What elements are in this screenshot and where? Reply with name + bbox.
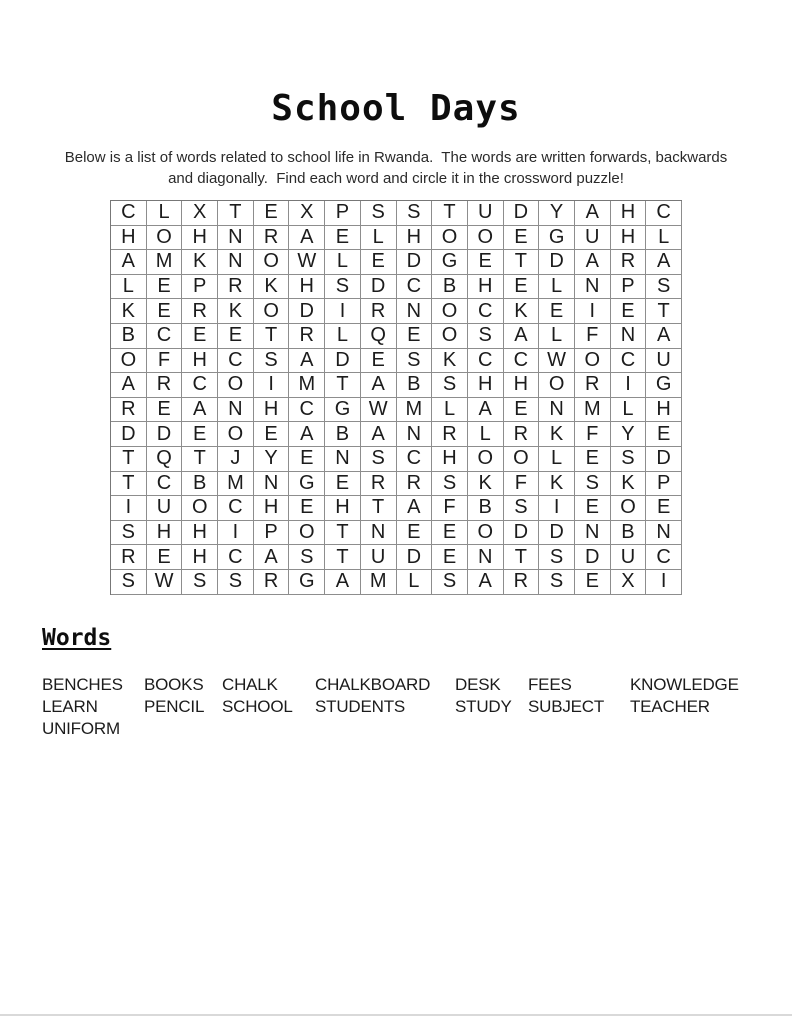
word-list-column [42,674,144,740]
grid-cell: K [432,349,468,374]
grid-cell: S [397,349,433,374]
grid-cell: E [539,299,575,324]
grid-cell: T [646,299,682,324]
grid-cell: T [218,201,254,226]
word-item: DESK [455,675,501,694]
grid-cell: K [539,422,575,447]
word-list-column [144,674,222,740]
grid-cell: E [432,521,468,546]
grid-cell: P [646,472,682,497]
grid-cell: A [289,349,325,374]
grid-cell: L [539,324,575,349]
grid-cell: R [432,422,468,447]
grid-cell: T [182,447,218,472]
grid-cell: B [182,472,218,497]
word-list [42,674,739,740]
grid-cell: E [218,324,254,349]
grid-cell: A [397,496,433,521]
grid-cell: N [468,545,504,570]
grid-cell: S [646,275,682,300]
grid-cell: W [539,349,575,374]
grid-cell: H [182,226,218,251]
grid-cell: S [111,521,147,546]
grid-cell: S [468,324,504,349]
grid-cell: U [361,545,397,570]
grid-cell: L [361,226,397,251]
grid-cell: O [182,496,218,521]
grid-cell: A [361,373,397,398]
grid-cell: E [147,545,183,570]
word-item: FEES [528,675,572,694]
grid-cell: E [182,324,218,349]
grid-cell: S [575,472,611,497]
word-item: STUDENTS [315,697,406,716]
grid-cell: C [218,349,254,374]
grid-cell: R [182,299,218,324]
grid-cell: O [218,373,254,398]
grid-cell: C [504,349,540,374]
word-item: SCHOOL [222,697,293,716]
grid-cell: C [111,201,147,226]
grid-cell: F [575,422,611,447]
grid-cell: I [218,521,254,546]
grid-cell: S [361,201,397,226]
grid-cell: C [289,398,325,423]
word-item: PENCIL [144,697,205,716]
grid-cell: U [147,496,183,521]
grid-cell: C [468,299,504,324]
word-item: CHALK [222,675,278,694]
grid-cell: T [325,545,361,570]
grid-cell: E [289,447,325,472]
grid-cell: G [646,373,682,398]
grid-cell: L [611,398,647,423]
grid-cell: E [325,472,361,497]
instructions [0,147,792,189]
grid-cell: H [611,201,647,226]
grid-cell: H [468,373,504,398]
grid-cell: E [646,422,682,447]
word-item: BENCHES [42,675,123,694]
grid-cell: M [289,373,325,398]
grid-cell: D [325,349,361,374]
grid-cell: N [325,447,361,472]
word-list-column [315,674,455,740]
grid-cell: B [611,521,647,546]
grid-cell: A [111,373,147,398]
grid-cell: G [539,226,575,251]
grid-cell: O [432,226,468,251]
grid-cell: A [182,398,218,423]
grid-cell: R [289,324,325,349]
grid-cell: H [432,447,468,472]
grid-cell: C [468,349,504,374]
grid-cell: E [147,275,183,300]
word-item: CHALKBOARD [315,675,431,694]
grid-cell: S [539,570,575,595]
grid-cell: F [432,496,468,521]
grid-cell: O [468,226,504,251]
grid-cell: E [646,496,682,521]
grid-cell: D [504,201,540,226]
grid-cell: H [611,226,647,251]
grid-cell: D [539,250,575,275]
grid-cell: G [289,570,325,595]
grid-cell: O [432,299,468,324]
grid-cell: W [289,250,325,275]
grid-cell: S [254,349,290,374]
grid-cell: P [611,275,647,300]
grid-cell: P [254,521,290,546]
grid-cell: U [611,545,647,570]
grid-cell: F [504,472,540,497]
grid-cell: G [325,398,361,423]
grid-cell: B [468,496,504,521]
grid-cell: E [504,226,540,251]
grid-cell: N [575,275,611,300]
grid-cell: L [539,275,575,300]
grid-cell: R [218,275,254,300]
grid-cell: K [611,472,647,497]
grid-cell: N [218,250,254,275]
grid-cell: D [575,545,611,570]
grid-cell: L [325,250,361,275]
grid-cell: O [575,349,611,374]
grid-cell: H [468,275,504,300]
grid-cell: D [646,447,682,472]
grid-cell: C [646,201,682,226]
grid-cell: H [182,349,218,374]
grid-cell: T [111,472,147,497]
word-list-column [222,674,315,740]
grid-cell: D [111,422,147,447]
grid-cell: H [182,521,218,546]
grid-cell: F [575,324,611,349]
grid-cell: S [182,570,218,595]
grid-cell: O [111,349,147,374]
grid-cell: E [325,226,361,251]
grid-cell: M [218,472,254,497]
grid-cell: N [254,472,290,497]
grid-cell: H [254,398,290,423]
grid-cell: E [147,299,183,324]
grid-cell: C [646,545,682,570]
grid-cell: C [397,447,433,472]
grid-cell: T [325,521,361,546]
grid-cell: G [432,250,468,275]
grid-cell: R [361,472,397,497]
grid-cell: E [254,201,290,226]
grid-cell: H [504,373,540,398]
grid-cell: S [539,545,575,570]
grid-cell: O [147,226,183,251]
grid-cell: A [468,398,504,423]
grid-cell: R [504,422,540,447]
grid-cell: H [397,226,433,251]
grid-cell: G [289,472,325,497]
grid-cell: S [325,275,361,300]
grid-cell: K [182,250,218,275]
grid-cell: S [504,496,540,521]
grid-cell: I [575,299,611,324]
grid-cell: D [504,521,540,546]
grid-cell: R [575,373,611,398]
grid-cell: T [325,373,361,398]
grid-cell: E [182,422,218,447]
grid-cell: R [147,373,183,398]
grid-cell: J [218,447,254,472]
grid-cell: I [325,299,361,324]
grid-cell: U [468,201,504,226]
grid-cell: K [111,299,147,324]
grid-cell: W [361,398,397,423]
grid-cell: S [361,447,397,472]
grid-cell: L [432,398,468,423]
grid-cell: T [254,324,290,349]
grid-cell: N [611,324,647,349]
grid-cell: A [254,545,290,570]
grid-cell: D [289,299,325,324]
instructions-line-1: Below is a list of words related to school life in Rwanda. The words are written forwards, backwards [64,149,728,166]
page-bottom-edge [0,1014,792,1016]
word-item: UNIFORM [42,719,120,738]
grid-cell: A [325,570,361,595]
grid-cell: I [539,496,575,521]
grid-cell: R [254,570,290,595]
grid-cell: S [432,472,468,497]
grid-cell: R [111,398,147,423]
grid-cell: U [575,226,611,251]
grid-cell: A [111,250,147,275]
grid-cell: Y [539,201,575,226]
grid-cell: N [397,422,433,447]
grid-cell: C [218,545,254,570]
grid-cell: D [539,521,575,546]
word-search-grid [110,200,682,595]
grid-cell: M [361,570,397,595]
grid-cell: L [397,570,433,595]
grid-cell: X [611,570,647,595]
grid-cell: L [646,226,682,251]
grid-cell: D [361,275,397,300]
grid-cell: R [397,472,433,497]
grid-cell: T [361,496,397,521]
grid-cell: E [611,299,647,324]
grid-cell: N [361,521,397,546]
grid-cell: I [646,570,682,595]
grid-cell: O [539,373,575,398]
grid-cell: N [397,299,433,324]
grid-cell: A [646,324,682,349]
grid-cell: R [504,570,540,595]
word-item: STUDY [455,697,512,716]
grid-cell: K [504,299,540,324]
word-item: SUBJECT [528,697,605,716]
grid-cell: Q [147,447,183,472]
grid-cell: O [289,521,325,546]
grid-cell: N [575,521,611,546]
grid-cell: L [111,275,147,300]
grid-cell: X [289,201,325,226]
grid-cell: H [646,398,682,423]
grid-cell: T [504,250,540,275]
grid-cell: A [289,226,325,251]
word-item: BOOKS [144,675,204,694]
grid-cell: R [611,250,647,275]
grid-cell: A [504,324,540,349]
grid-cell: C [611,349,647,374]
grid-cell: E [432,545,468,570]
grid-cell: M [575,398,611,423]
grid-cell: K [539,472,575,497]
grid-cell: R [254,226,290,251]
grid-cell: K [218,299,254,324]
grid-cell: A [575,250,611,275]
grid-cell: E [254,422,290,447]
grid-cell: Y [611,422,647,447]
grid-cell: O [254,250,290,275]
grid-cell: E [575,570,611,595]
grid-cell: A [289,422,325,447]
grid-cell: O [468,521,504,546]
grid-cell: P [182,275,218,300]
word-list-column [455,674,528,740]
grid-cell: H [325,496,361,521]
grid-cell: C [182,373,218,398]
grid-cell: E [397,521,433,546]
grid-cell: R [111,545,147,570]
grid-cell: D [397,250,433,275]
grid-cell: E [361,250,397,275]
grid-cell: S [611,447,647,472]
grid-cell: H [289,275,325,300]
word-item: KNOWLEDGE [630,675,739,694]
grid-cell: E [575,496,611,521]
grid-cell: C [147,472,183,497]
grid-cell: C [397,275,433,300]
grid-cell: E [504,275,540,300]
grid-cell: P [325,201,361,226]
grid-cell: N [539,398,575,423]
grid-cell: M [147,250,183,275]
grid-cell: S [432,373,468,398]
grid-cell: S [397,201,433,226]
grid-cell: I [611,373,647,398]
grid-cell: T [432,201,468,226]
grid-cell: E [504,398,540,423]
grid-cell: E [147,398,183,423]
grid-cell: Q [361,324,397,349]
grid-cell: A [361,422,397,447]
grid-cell: D [147,422,183,447]
grid-cell: H [147,521,183,546]
grid-cell: O [432,324,468,349]
grid-cell: T [504,545,540,570]
grid-cell: I [111,496,147,521]
grid-cell: S [218,570,254,595]
grid-cell: K [254,275,290,300]
word-item: LEARN [42,697,98,716]
grid-cell: L [325,324,361,349]
grid-cell: B [111,324,147,349]
grid-cell: W [147,570,183,595]
grid-cell: L [147,201,183,226]
grid-cell: L [468,422,504,447]
grid-cell: C [147,324,183,349]
grid-cell: S [432,570,468,595]
grid-cell: K [468,472,504,497]
grid-cell: X [182,201,218,226]
grid-cell: N [218,226,254,251]
grid-cell: R [361,299,397,324]
page-title: School Days [271,88,521,129]
grid-cell: F [147,349,183,374]
grid-cell: H [254,496,290,521]
grid-cell: Y [254,447,290,472]
grid-cell: H [182,545,218,570]
instructions-line-2: and diagonally. Find each word and circle it in the crossword puzzle! [168,170,624,187]
grid-cell: S [111,570,147,595]
grid-cell: O [218,422,254,447]
grid-cell: E [289,496,325,521]
grid-cell: B [432,275,468,300]
grid-cell: E [397,324,433,349]
grid-cell: E [361,349,397,374]
grid-cell: T [111,447,147,472]
grid-cell: A [575,201,611,226]
grid-cell: M [397,398,433,423]
grid-cell: B [325,422,361,447]
grid-cell: O [468,447,504,472]
grid-cell: D [397,545,433,570]
grid-cell: N [646,521,682,546]
grid-cell: I [254,373,290,398]
grid-cell: E [575,447,611,472]
grid-cell: O [611,496,647,521]
word-list-column [528,674,630,740]
grid-cell: A [468,570,504,595]
grid-cell: U [646,349,682,374]
grid-cell: B [397,373,433,398]
grid-cell: H [111,226,147,251]
grid-cell: C [218,496,254,521]
grid-cell: L [539,447,575,472]
grid-cell: S [289,545,325,570]
grid-cell: O [504,447,540,472]
word-list-column [630,674,739,740]
grid-cell: E [468,250,504,275]
grid-cell: A [646,250,682,275]
grid-cell: O [254,299,290,324]
grid-cell: N [218,398,254,423]
word-list-heading: Words [42,625,112,651]
word-item: TEACHER [630,697,710,716]
